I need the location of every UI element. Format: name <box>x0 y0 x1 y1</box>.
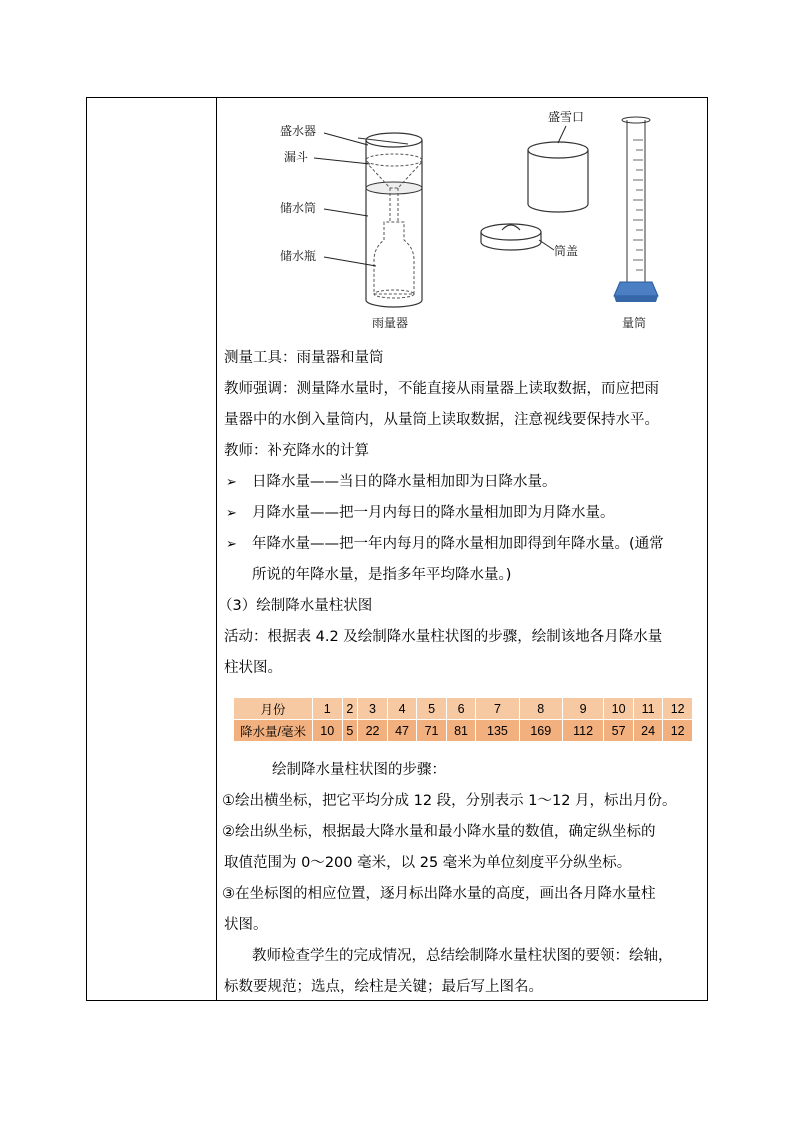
label-rain-gauge: 雨量器 <box>372 316 409 330</box>
label-cover: 筒盖 <box>554 244 579 258</box>
summary-line-1: 教师检查学生的完成情况，总结绘制降水量柱状图的要领：绘轴， <box>252 948 673 964</box>
left-column-cell <box>87 98 217 1000</box>
table-cell: 2 <box>342 698 358 720</box>
emphasis-line-1: 教师强调：测量降水量时，不能直接从雨量器上读取数据，而应把雨 <box>224 381 659 397</box>
step-1: ①绘出横坐标，把它平均分成 12 段，分别表示 1～12 月，标出月份。 <box>222 793 677 809</box>
instrument-illustration <box>258 100 718 340</box>
table-cell: 10 <box>313 720 343 742</box>
table-cell: 1 <box>313 698 343 720</box>
cover-drawing <box>481 224 554 250</box>
bullet-yearly-1: 年降水量——把一年内每月的降水量相加即得到年降水量。(通常 <box>252 536 664 552</box>
table-cell: 11 <box>633 698 663 720</box>
instrument-figure <box>258 100 718 340</box>
summary-line-2: 标数要规范；选点，绘柱是关键；最后写上图名。 <box>224 979 543 995</box>
table-cell: 4 <box>387 698 417 720</box>
snow-mouth-drawing <box>528 126 588 212</box>
label-collector: 盛水器 <box>280 124 317 138</box>
table-cell: 6 <box>446 698 476 720</box>
content-cell <box>218 98 707 1000</box>
rainfall-table <box>233 697 693 742</box>
section-heading: （3）绘制降水量柱状图 <box>218 598 373 614</box>
table-cell: 169 <box>519 720 562 742</box>
activity-line-2: 柱状图。 <box>224 660 282 676</box>
table-header-rainfall: 降水量/毫米 <box>234 720 313 742</box>
emphasis-line-2: 量器中的水倒入量筒内，从量筒上读取数据，注意视线要保持水平。 <box>224 412 659 428</box>
table-header-month: 月份 <box>234 698 313 720</box>
table-cell: 57 <box>604 720 634 742</box>
lesson-table <box>86 97 708 1001</box>
table-cell: 112 <box>562 720 603 742</box>
table-cell: 10 <box>604 698 634 720</box>
table-cell: 12 <box>663 720 693 742</box>
table-cell: 135 <box>476 720 519 742</box>
bullet-arrow-icon: ➢ <box>226 537 237 552</box>
step-3-line-1: ③在坐标图的相应位置，逐月标出降水量的高度，画出各月降水量柱 <box>222 886 656 902</box>
bullet-arrow-icon: ➢ <box>226 506 237 521</box>
bullet-arrow-icon: ➢ <box>226 475 237 490</box>
label-cylinder: 储水筒 <box>280 201 317 215</box>
table-cell: 5 <box>417 698 447 720</box>
label-funnel: 漏斗 <box>284 150 309 164</box>
table-cell: 7 <box>476 698 519 720</box>
steps-title: 绘制降水量柱状图的步骤： <box>272 762 446 778</box>
supplement-line: 教师：补充降水的计算 <box>224 443 369 459</box>
table-row-rainfall <box>234 720 693 742</box>
label-bottle: 储水瓶 <box>280 249 317 263</box>
table-row-months <box>234 698 693 720</box>
table-cell: 12 <box>663 698 693 720</box>
table-cell: 3 <box>358 698 388 720</box>
table-cell: 81 <box>446 720 476 742</box>
label-graduated-cylinder: 量筒 <box>622 316 647 330</box>
table-cell: 5 <box>342 720 358 742</box>
label-snow-mouth: 盛雪口 <box>548 110 585 124</box>
table-cell: 9 <box>562 698 603 720</box>
step-3-line-2: 状图。 <box>224 917 268 933</box>
table-cell: 47 <box>387 720 417 742</box>
table-cell: 22 <box>358 720 388 742</box>
graduated-cylinder-drawing <box>614 117 658 302</box>
tools-line: 测量工具：雨量器和量筒 <box>224 350 384 366</box>
bullet-monthly: 月降水量——把一月内每日的降水量相加即为月降水量。 <box>252 505 615 521</box>
step-2-line-2: 取值范围为 0～200 毫米，以 25 毫米为单位刻度平分纵坐标。 <box>224 855 632 871</box>
step-2-line-1: ②绘出纵坐标，根据最大降水量和最小降水量的数值，确定纵坐标的 <box>222 824 656 840</box>
bullet-yearly-2: 所说的年降水量，是指多年平均降水量。) <box>252 567 512 583</box>
table-cell: 71 <box>417 720 447 742</box>
bullet-daily: 日降水量——当日的降水量相加即为日降水量。 <box>252 474 557 490</box>
rain-gauge-drawing <box>358 133 422 307</box>
table-cell: 8 <box>519 698 562 720</box>
activity-line-1: 活动：根据表 4.2 及绘制降水量柱状图的步骤，绘制该地各月降水量 <box>224 629 663 645</box>
table-cell: 24 <box>633 720 663 742</box>
